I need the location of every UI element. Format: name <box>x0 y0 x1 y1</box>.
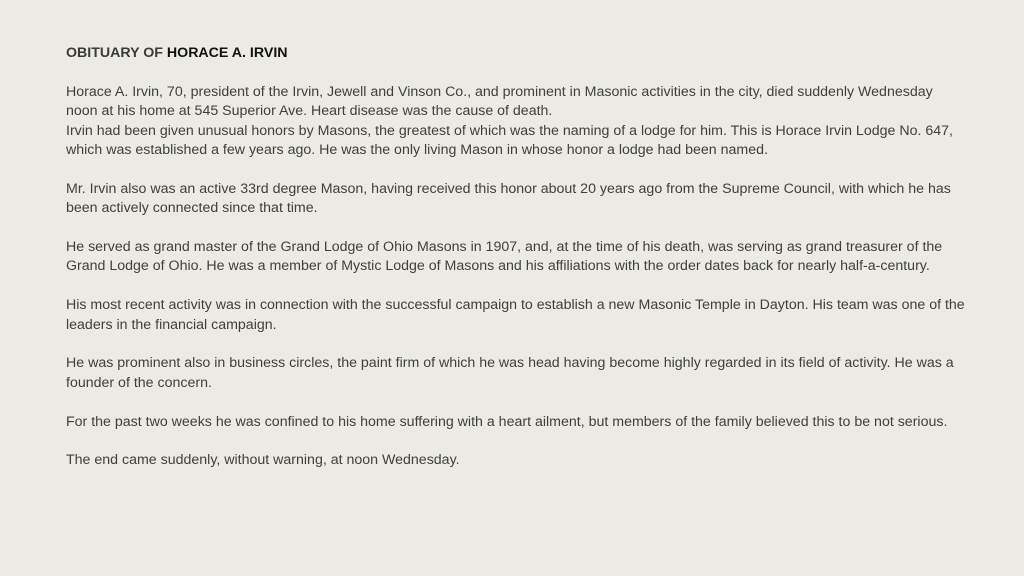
paragraph-text: For the past two weeks he was confined to his home suffering with a heart ailment, but members of the family believed this to be not serious. <box>66 413 948 430</box>
paragraph-text: Irvin had been given unusual honors by Masons, the greatest of which was the naming of a lodge for him. This is Horace Irvin Lodge No. 647, which was established a few years ago. He was the only living Mason in whose honor a lodge had been named. <box>66 122 953 159</box>
title-prefix: OBITUARY OF <box>66 45 167 61</box>
page-title <box>66 44 966 63</box>
paragraph-text: His most recent activity was in connection with the successful campaign to establish a new Masonic Temple in Dayton. His team was one of the leaders in the financial campaign. <box>66 297 965 333</box>
paragraph-text: He served as grand master of the Grand Lodge of Ohio Masons in 1907, and, at the time of his death, was serving as grand treasurer of the Grand Lodge of Ohio. He was a member of Mystic Lodge of Masons and his affiliations with the order dates back for nearly half-a-century. <box>66 239 943 275</box>
obituary-slide <box>66 44 966 490</box>
paragraph-5 <box>66 354 966 393</box>
paragraph-text: Horace A. Irvin, 70, president of the Irvin, Jewell and Vinson Co., and prominent in Masonic activities in the city, died suddenly Wednesday noon at his home at 545 Superior Ave. Heart disease was the cause of death. <box>66 83 933 120</box>
paragraph-2 <box>66 180 966 219</box>
paragraph-text: The end came suddenly, without warning, at noon Wednesday. <box>66 452 460 469</box>
paragraph-text: Mr. Irvin also was an active 33rd degree Mason, having received this honor about 20 years ago from the Supreme Council, with which he has been actively connected since that time. <box>66 180 951 217</box>
paragraph-7 <box>66 451 966 470</box>
paragraph-4 <box>66 296 966 335</box>
paragraph-1 <box>66 83 966 161</box>
title-name: HORACE A. IRVIN <box>166 45 288 61</box>
paragraph-text: He was prominent also in business circles, the paint firm of which he was head having become highly regarded in its field of activity. He was a founder of the concern. <box>66 355 954 391</box>
paragraph-3 <box>66 238 966 277</box>
paragraph-6 <box>66 413 966 432</box>
